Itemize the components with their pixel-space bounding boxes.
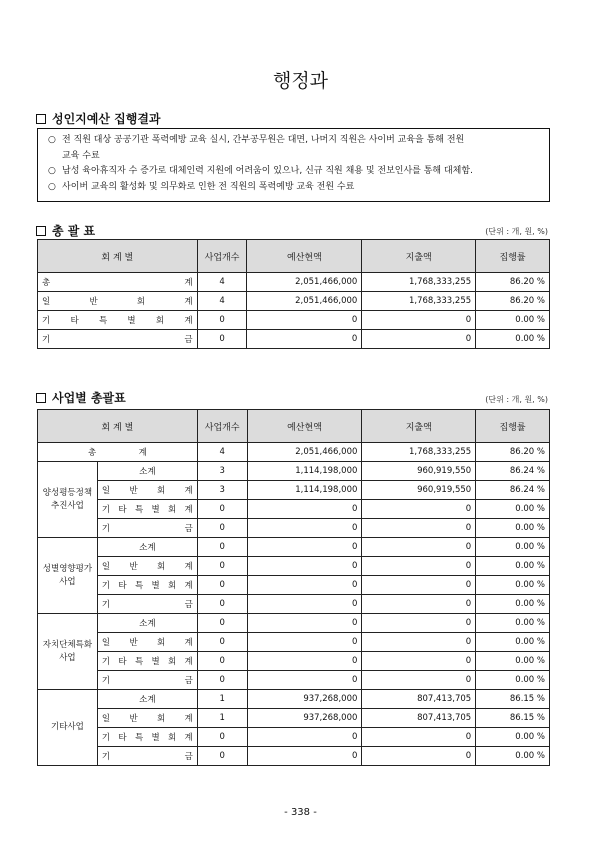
bullet-line [48, 164, 539, 180]
spread-label [102, 503, 193, 515]
bullet-line [48, 180, 539, 196]
rate-cell: 86.15 % [476, 709, 550, 728]
budget-cell: 937,268,000 [247, 690, 362, 709]
spent-cell: 1,768,333,255 [362, 443, 476, 462]
spent-cell: 0 [362, 728, 476, 747]
label-char: 타 [118, 581, 127, 591]
budget-cell: 0 [247, 330, 362, 349]
spread-label [102, 522, 193, 534]
rate-cell: 86.24 % [476, 481, 550, 500]
label-char: 회 [168, 581, 177, 591]
label-char: 기 [101, 733, 111, 743]
label-char: 계 [184, 638, 193, 648]
count-cell: 0 [197, 330, 247, 349]
rate-cell: 0.00 % [476, 728, 550, 747]
rate-cell: 86.15 % [476, 690, 550, 709]
count-cell: 0 [197, 557, 247, 576]
table-row [38, 273, 550, 292]
spread-label [88, 446, 147, 458]
count-cell: 0 [197, 595, 247, 614]
spread-label [102, 560, 193, 572]
table-row [38, 633, 550, 652]
spent-cell: 960,919,550 [362, 462, 476, 481]
label-char: 회 [136, 297, 146, 307]
account-label [97, 652, 197, 671]
budget-cell: 0 [247, 671, 362, 690]
label-char: 반 [89, 297, 98, 307]
budget-cell: 0 [247, 557, 362, 576]
rate-cell: 0.00 % [476, 595, 550, 614]
column-header: 회 계 별 [38, 240, 198, 273]
count-cell: 0 [197, 538, 247, 557]
project-group-name [38, 614, 98, 690]
label-char: 일 [101, 486, 111, 496]
rate-cell: 86.20 % [476, 273, 550, 292]
spent-cell: 0 [362, 652, 476, 671]
rate-cell: 0.00 % [476, 671, 550, 690]
table-row [38, 576, 550, 595]
account-label: 소계 [97, 690, 197, 709]
column-header: 예산현액 [247, 410, 362, 443]
column-header: 지출액 [362, 410, 476, 443]
spent-cell: 0 [362, 747, 476, 766]
budget-cell: 0 [247, 519, 362, 538]
count-cell: 0 [197, 519, 247, 538]
count-cell: 0 [197, 671, 247, 690]
account-label [97, 519, 197, 538]
label-char: 회 [168, 733, 177, 743]
bullet-text: 남성 육아휴직자 수 증가로 대체인력 지원에 어려움이 있으나, 신규 직원 채용 및 전보인사를 통해 대체함. [62, 166, 473, 176]
account-label [38, 311, 198, 330]
spread-label [102, 655, 193, 667]
spent-cell: 0 [362, 500, 476, 519]
label-char: 계 [184, 714, 193, 724]
table-row [38, 462, 550, 481]
count-cell: 0 [197, 728, 247, 747]
account-label [97, 500, 197, 519]
table-row [38, 481, 550, 500]
budget-cell: 0 [247, 728, 362, 747]
budget-cell: 1,114,198,000 [247, 481, 362, 500]
rate-cell: 86.20 % [476, 443, 550, 462]
rate-cell: 0.00 % [476, 311, 550, 330]
rate-cell: 0.00 % [476, 519, 550, 538]
checkbox-square-icon [36, 114, 46, 124]
label-char: 계 [184, 316, 193, 326]
account-label [38, 273, 198, 292]
column-header: 집행률 [476, 240, 550, 273]
label-char: 반 [129, 562, 138, 572]
account-label [97, 709, 197, 728]
label-char: 특 [134, 657, 144, 667]
page-number: - 338 - [284, 807, 317, 818]
spread-label [102, 750, 193, 762]
label-char: 계 [184, 278, 193, 288]
spread-label [102, 731, 193, 743]
spent-cell: 0 [362, 311, 476, 330]
budget-cell: 0 [247, 652, 362, 671]
budget-cell: 2,051,466,000 [247, 273, 362, 292]
spent-cell: 0 [362, 557, 476, 576]
group-name-line: 자치단체특화 [42, 639, 93, 650]
label-char: 회 [156, 486, 166, 496]
table-row [38, 671, 550, 690]
spent-cell: 1,768,333,255 [362, 292, 476, 311]
spent-cell: 807,413,705 [362, 709, 476, 728]
label-char: 기 [42, 316, 51, 326]
spent-cell: 0 [362, 519, 476, 538]
table-row [38, 292, 550, 311]
page-title: 행정과 [272, 70, 329, 92]
by-project-table [37, 409, 550, 766]
count-cell: 4 [197, 292, 247, 311]
label-char: 금 [184, 600, 193, 610]
label-char: 특 [98, 316, 108, 326]
label-char: 반 [129, 714, 138, 724]
label-char: 금 [184, 335, 193, 345]
label-char: 금 [184, 524, 193, 534]
label-char: 계 [184, 733, 193, 743]
budget-cell: 0 [247, 595, 362, 614]
table-row [38, 595, 550, 614]
count-cell: 3 [197, 481, 247, 500]
label-char: 특 [134, 733, 144, 743]
rate-cell: 0.00 % [476, 633, 550, 652]
project-group-name [38, 462, 98, 538]
column-header: 집행률 [476, 410, 550, 443]
spread-label [102, 636, 193, 648]
section-heading-overview: 총 괄 표 [36, 222, 95, 239]
count-cell: 1 [197, 709, 247, 728]
label-char: 별 [151, 657, 160, 667]
budget-cell: 0 [247, 614, 362, 633]
label-char: 금 [184, 752, 193, 762]
account-label [97, 747, 197, 766]
count-cell: 0 [197, 747, 247, 766]
label-char: 반 [129, 486, 138, 496]
account-label [97, 576, 197, 595]
table-row [38, 709, 550, 728]
table-row [38, 652, 550, 671]
table-row [38, 538, 550, 557]
spread-label [102, 598, 193, 610]
label-char: 계 [184, 505, 193, 515]
rate-cell: 0.00 % [476, 330, 550, 349]
label-char: 금 [184, 676, 193, 686]
rate-cell: 0.00 % [476, 652, 550, 671]
spread-label [102, 712, 193, 724]
column-header: 사업개수 [197, 410, 247, 443]
bullet-line [48, 133, 539, 149]
spread-label [42, 276, 193, 288]
budget-cell: 2,051,466,000 [247, 443, 362, 462]
account-label: 소계 [97, 614, 197, 633]
spread-label [42, 314, 193, 326]
label-char: 기 [101, 657, 111, 667]
group-name-line: 성별영향평가 [42, 563, 93, 574]
account-label [97, 481, 197, 500]
total-label [38, 443, 198, 462]
rate-cell: 0.00 % [476, 500, 550, 519]
count-cell: 1 [197, 690, 247, 709]
checkbox-square-icon [36, 226, 46, 236]
count-cell: 0 [197, 652, 247, 671]
count-cell: 0 [197, 311, 247, 330]
rate-cell: 86.20 % [476, 292, 550, 311]
table-row [38, 311, 550, 330]
bullet-circle-icon [48, 149, 62, 165]
table-row [38, 443, 550, 462]
budget-cell: 1,114,198,000 [247, 462, 362, 481]
count-cell: 4 [197, 443, 247, 462]
group-name-line: 기타사업 [51, 722, 84, 732]
count-cell: 0 [197, 614, 247, 633]
label-char: 기 [101, 752, 111, 762]
label-char: 타 [118, 657, 127, 667]
label-char: 특 [134, 505, 144, 515]
label-char: 회 [168, 657, 177, 667]
budget-cell: 2,051,466,000 [247, 292, 362, 311]
table-row [38, 614, 550, 633]
group-name-line: 추진사업 [51, 500, 84, 511]
label-char: 타 [70, 316, 79, 326]
label-char: 일 [101, 638, 111, 648]
budget-cell: 0 [247, 576, 362, 595]
label-char: 별 [151, 505, 160, 515]
unit-label: (단위 : 개, 원, %) [485, 395, 548, 404]
label-char: 총 [88, 448, 97, 458]
count-cell: 0 [197, 500, 247, 519]
label-char: 별 [127, 316, 136, 326]
table-row [38, 557, 550, 576]
group-name-line: 사업 [59, 652, 76, 663]
bullet-text: 사이버 교육의 활성화 및 의무화로 인한 전 직원의 폭력예방 교육 전원 수료 [62, 181, 355, 192]
count-cell: 0 [197, 576, 247, 595]
budget-cell: 937,268,000 [247, 709, 362, 728]
label-char: 특 [134, 581, 144, 591]
label-char: 계 [184, 297, 193, 307]
label-char: 계 [184, 657, 193, 667]
label-char: 기 [101, 524, 111, 534]
spent-cell: 0 [362, 576, 476, 595]
spent-cell: 0 [362, 614, 476, 633]
label-char: 회 [156, 714, 166, 724]
group-name-line: 양성평등정책 [42, 487, 93, 498]
checkbox-square-icon [36, 393, 46, 403]
unit-label: (단위 : 개, 원, %) [485, 227, 548, 236]
account-label [97, 633, 197, 652]
spent-cell: 0 [362, 633, 476, 652]
budget-cell: 0 [247, 311, 362, 330]
label-char: 기 [101, 600, 111, 610]
bullet-text: 전 직원 대상 공공기관 폭력예방 교육 실시, 간부공무원은 대면, 나머지 직원은 사이버 교육을 통해 전원 [62, 135, 465, 145]
label-char: 회 [156, 638, 166, 648]
label-char: 회 [155, 316, 165, 326]
spent-cell: 0 [362, 330, 476, 349]
section-heading-results: 성인지예산 집행결과 [36, 110, 161, 127]
label-char: 회 [156, 562, 166, 572]
account-label [97, 557, 197, 576]
bullet-circle-icon: ○ [48, 181, 56, 192]
column-header: 회 계 별 [38, 410, 198, 443]
count-cell: 4 [197, 273, 247, 292]
spent-cell: 0 [362, 671, 476, 690]
label-char: 별 [151, 581, 160, 591]
rate-cell: 86.24 % [476, 462, 550, 481]
group-name-line: 사업 [59, 576, 76, 587]
spent-cell: 0 [362, 595, 476, 614]
rate-cell: 0.00 % [476, 538, 550, 557]
label-char: 기 [101, 581, 111, 591]
label-char: 기 [101, 676, 111, 686]
budget-cell: 0 [247, 633, 362, 652]
column-header: 예산현액 [247, 240, 362, 273]
spread-label [102, 579, 193, 591]
label-char: 계 [184, 581, 193, 591]
spent-cell: 1,768,333,255 [362, 273, 476, 292]
bullet-text: 교육 수료 [62, 150, 100, 161]
account-label [97, 595, 197, 614]
account-label [97, 671, 197, 690]
spread-label [102, 674, 193, 686]
label-char: 계 [184, 562, 193, 572]
label-char: 반 [129, 638, 138, 648]
overview-table [37, 239, 550, 349]
account-label [38, 292, 198, 311]
spent-cell: 0 [362, 538, 476, 557]
label-char: 일 [101, 562, 111, 572]
bullet-circle-icon: ○ [48, 166, 56, 176]
rate-cell: 0.00 % [476, 576, 550, 595]
column-header: 사업개수 [197, 240, 247, 273]
rate-cell: 0.00 % [476, 747, 550, 766]
count-cell: 3 [197, 462, 247, 481]
budget-cell: 0 [247, 500, 362, 519]
spread-label [102, 484, 193, 496]
label-char: 일 [101, 714, 111, 724]
label-char: 타 [118, 505, 127, 515]
label-char: 별 [151, 733, 160, 743]
label-char: 계 [138, 448, 147, 458]
spread-label [42, 295, 193, 307]
rate-cell: 0.00 % [476, 557, 550, 576]
results-summary-box [37, 128, 550, 202]
bullet-circle-icon: ○ [48, 135, 56, 145]
count-cell: 0 [197, 633, 247, 652]
spent-cell: 807,413,705 [362, 690, 476, 709]
table-row [38, 728, 550, 747]
label-char: 타 [118, 733, 127, 743]
table-row [38, 747, 550, 766]
budget-cell: 0 [247, 538, 362, 557]
table-row [38, 690, 550, 709]
table-row [38, 500, 550, 519]
label-char: 계 [184, 486, 193, 496]
bullet-line [48, 149, 539, 165]
label-char: 총 [42, 278, 51, 288]
project-group-name [38, 690, 98, 766]
account-label [38, 330, 198, 349]
column-header: 지출액 [362, 240, 476, 273]
rate-cell: 0.00 % [476, 614, 550, 633]
project-group-name [38, 538, 98, 614]
label-char: 회 [168, 505, 177, 515]
account-label: 소계 [97, 538, 197, 557]
label-char: 기 [101, 505, 111, 515]
label-char: 기 [42, 335, 51, 345]
label-char: 일 [42, 297, 51, 307]
spent-cell: 960,919,550 [362, 481, 476, 500]
account-label: 소계 [97, 462, 197, 481]
table-row [38, 519, 550, 538]
spread-label [42, 333, 193, 345]
account-label [97, 728, 197, 747]
table-row [38, 330, 550, 349]
section-heading-by-project: 사업별 총괄표 [36, 389, 126, 406]
budget-cell: 0 [247, 747, 362, 766]
